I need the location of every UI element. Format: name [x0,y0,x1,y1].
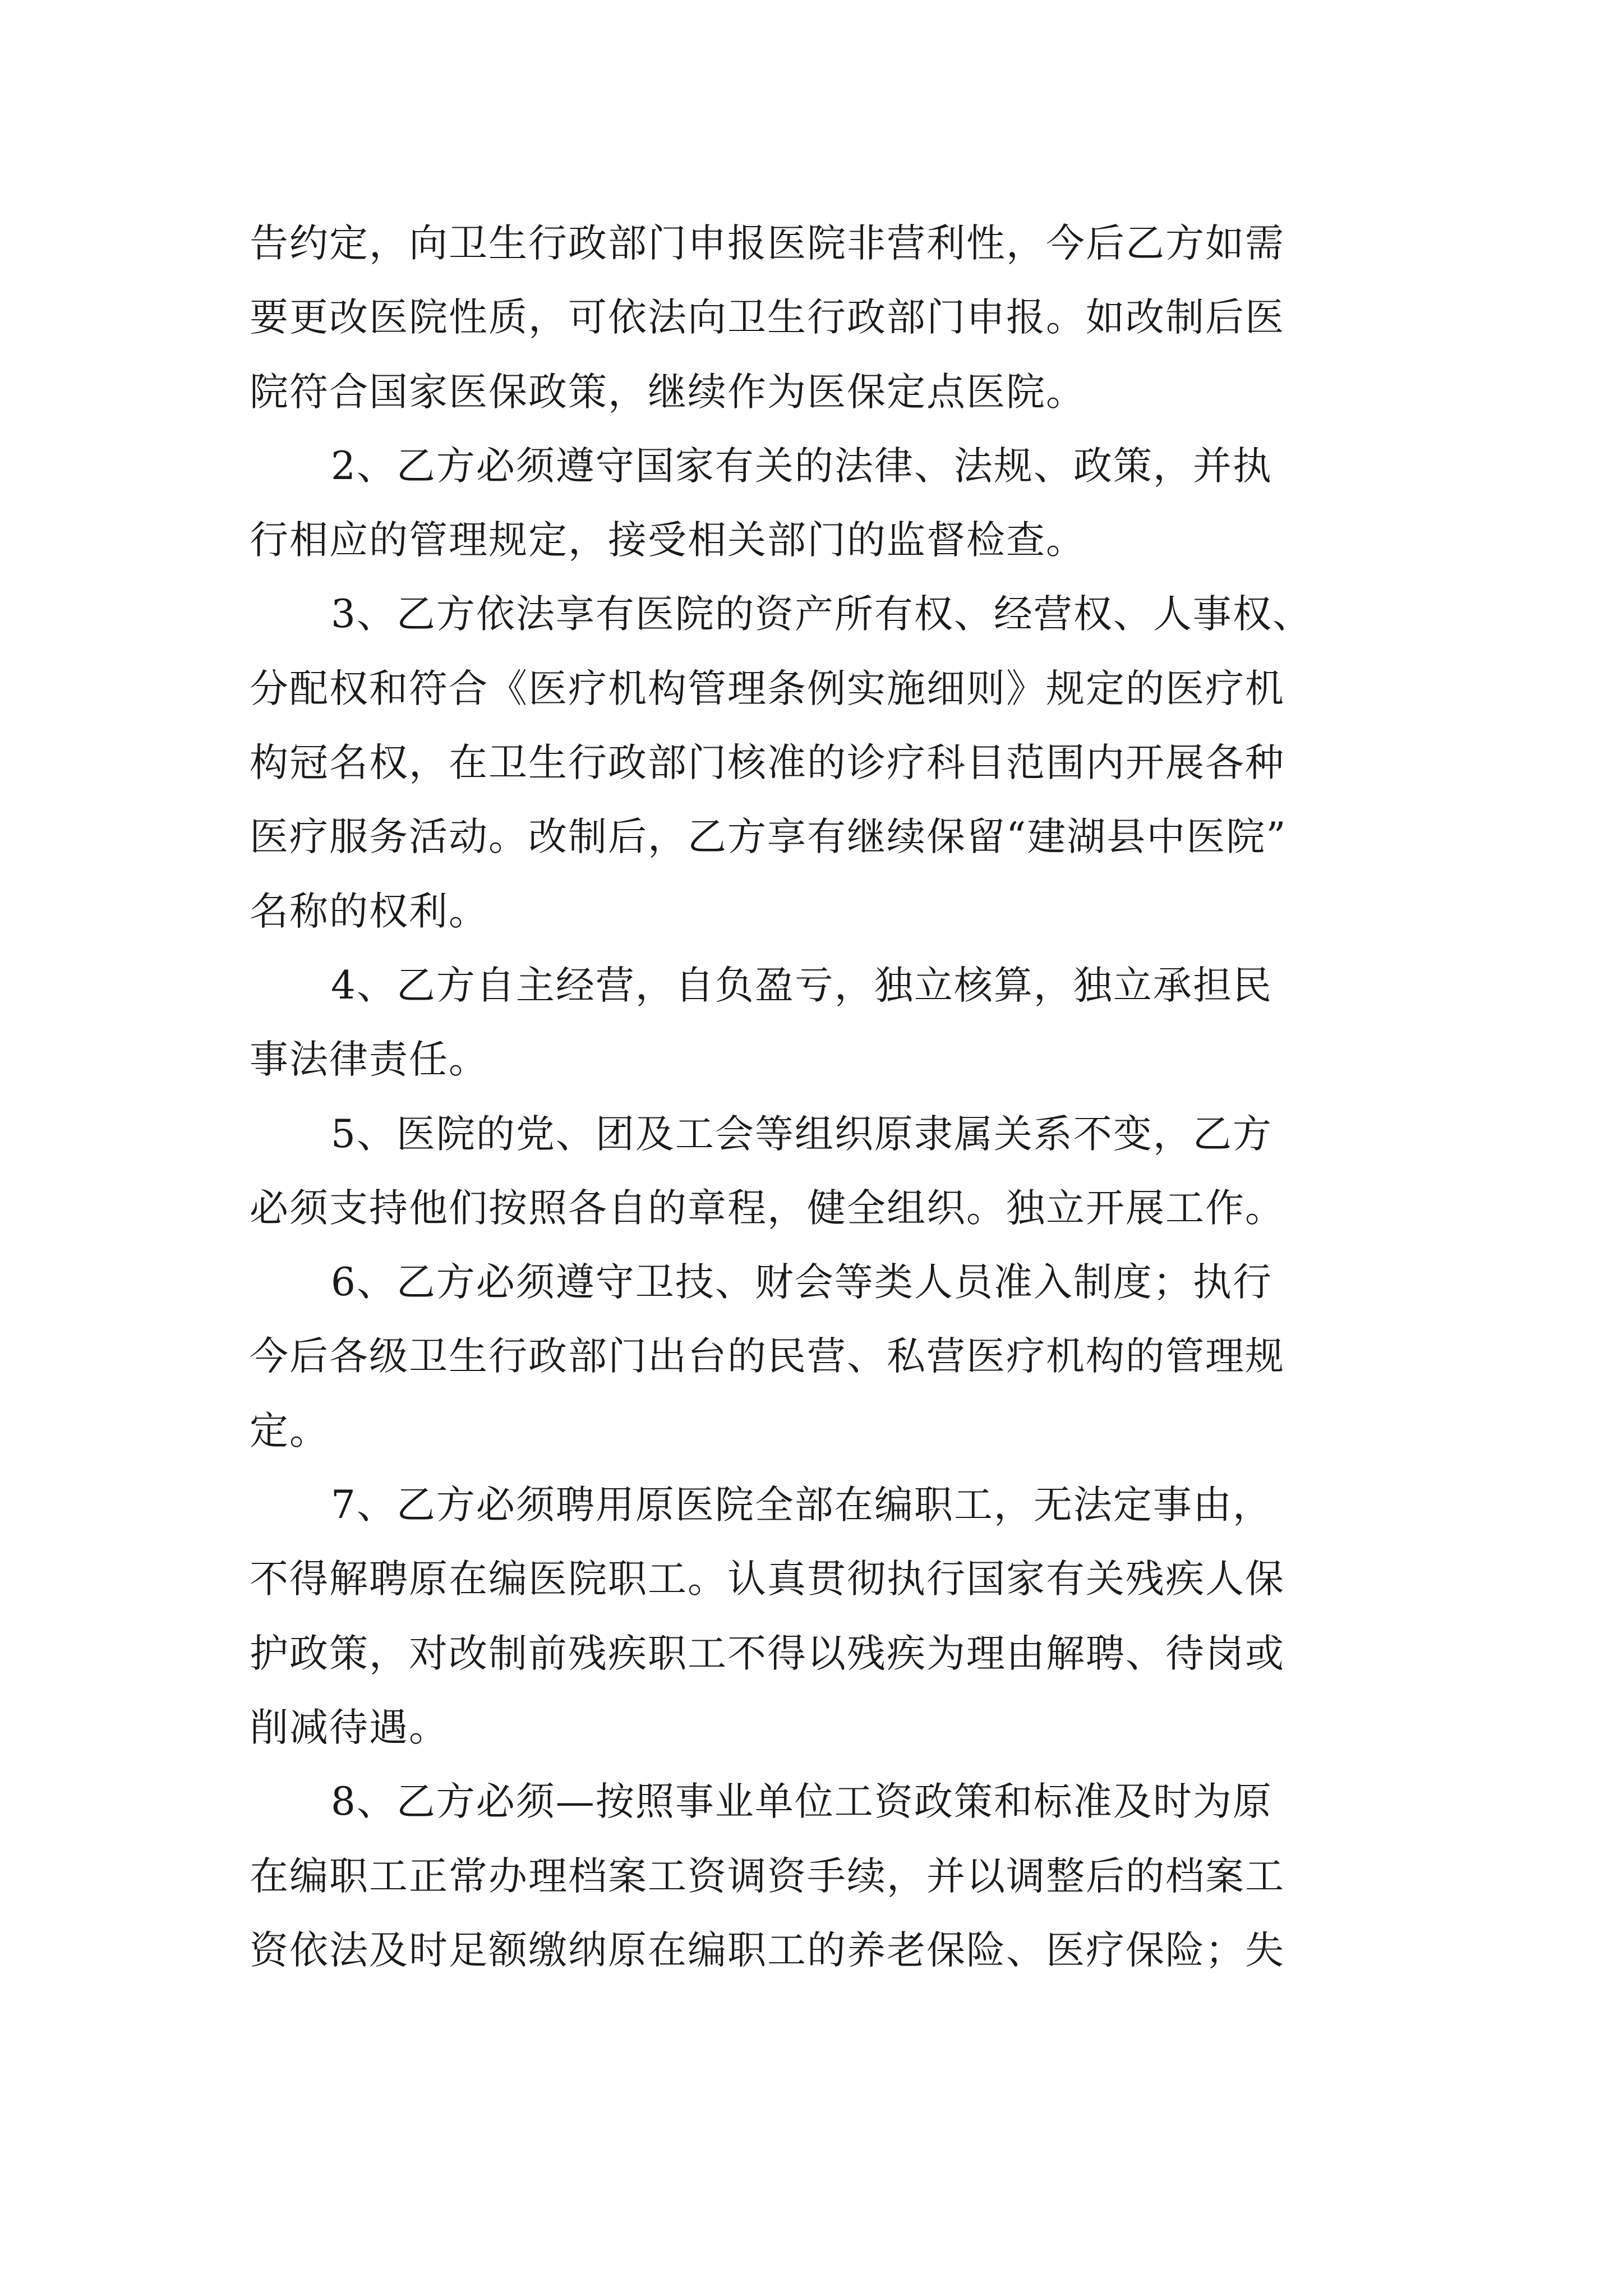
clause-7-start: 7、乙方必须聘用原医院全部在编职工，无法定事由， [331,1483,1272,1528]
text-line: 行相应的管理规定，接受相关部门的监督检查。 [250,518,1086,563]
text-line: 在编职工正常办理档案工资调资手续，并以调整后的档案工 [250,1853,1285,1899]
text-line: 削减待遇。 [250,1705,449,1750]
clause-5-start: 5、医院的党、团及工会等组织原隶属关系不变，乙方 [331,1111,1272,1157]
clause-4-start: 4、乙方自主经营，自负盈亏，独立核算，独立承担民 [331,963,1272,1008]
text-line: 护政策，对改制前残疾职工不得以残疾为理由解聘、待岗或 [250,1631,1285,1676]
text-line: 必须支持他们按照各自的章程，健全组织。独立开展工作。 [250,1185,1285,1231]
text-line: 不得解聘原在编医院职工。认真贯彻执行国家有关残疾人保 [250,1557,1285,1602]
text-line: 要更改医院性质，可依法向卫生行政部门申报。如改制后医 [250,295,1285,341]
text-line: 名称的权利。 [250,889,488,934]
text-line: 构冠名权，在卫生行政部门核准的诊疗科目范围内开展各种 [250,740,1285,786]
clause-2-start: 2、乙方必须遵守国家有关的法律、法规、政策，并执 [331,443,1272,489]
document-body [250,206,1388,1987]
text-line: 今后各级卫生行政部门出台的民营、私营医疗机构的管理规 [250,1334,1285,1379]
text-line: 资依法及时足额缴纳原在编职工的养老保险、医疗保险；失 [250,1927,1285,1973]
text-line: 告约定，向卫生行政部门申报医院非营利性，今后乙方如需 [250,221,1285,266]
clause-6-start: 6、乙方必须遵守卫技、财会等类人员准入制度；执行 [331,1260,1272,1305]
clause-3-start: 3、乙方依法享有医院的资产所有权、经营权、人事权、 [331,592,1312,637]
text-line: 医疗服务活动。改制后，乙方享有继续保留“建湖县中医院” [250,815,1287,860]
text-line: 院符合国家医保政策，继续作为医保定点医院。 [250,369,1086,415]
text-line: 分配权和符合《医疗机构管理条例实施细则》规定的医疗机 [250,666,1285,711]
clause-8-start: 8、乙方必须—按照事业单位工资政策和标准及时为原 [331,1779,1272,1825]
text-line: 事法律责任。 [250,1037,488,1083]
text-line: 定。 [250,1408,329,1453]
